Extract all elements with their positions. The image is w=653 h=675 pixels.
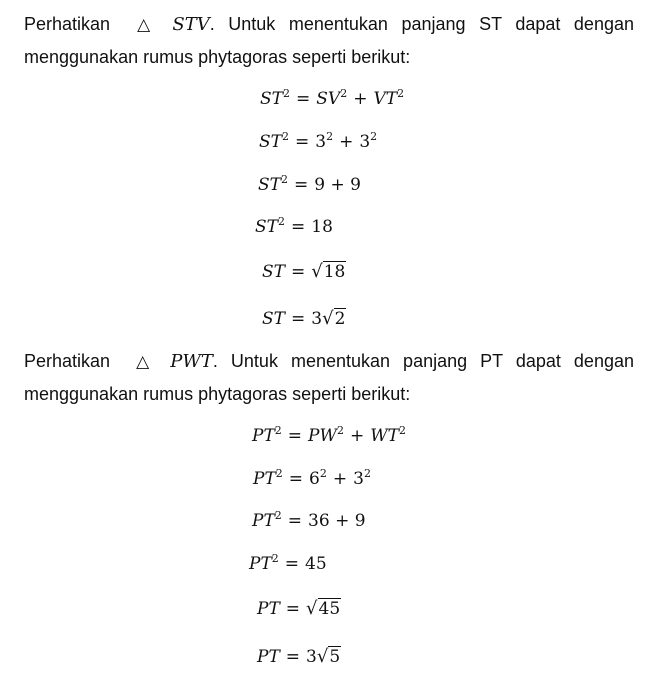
square-root: √45 (306, 598, 341, 619)
paragraph-stv: Perhatikan △ STV. Untuk menentukan panjang ST dapat dengan menggunakan rumus phytagoras seperti berikut: (24, 14, 634, 67)
square-root: √5 (316, 646, 341, 667)
triangle-icon: △ (137, 15, 159, 35)
equation-10: $PT^2 = 45$ (249, 552, 327, 574)
equation-6: ST = 3√2 (262, 308, 346, 329)
equation-5: ST = √18 (262, 261, 346, 282)
equation-3: $ST^2 = 9 + 9$ (258, 173, 361, 195)
equation-1: $ST^2 = SV^2 + VT^2$ (260, 87, 405, 109)
equation-7: $PT^2 = PW^2 + WT^2$ (252, 424, 407, 446)
square-root: √2 (322, 308, 346, 329)
equation-2: $ST^2 = 3^2 + 3^2$ (259, 130, 378, 152)
paragraph-pwt: Perhatikan △ PWT. Untuk menentukan panjang PT dapat dengan menggunakan rumus phytagoras seperti berikut: (24, 351, 634, 404)
equation-4: $ST^2 = 18$ (255, 215, 333, 237)
equation-9: $PT^2 = 36 + 9$ (252, 509, 366, 531)
square-root: √18 (311, 261, 346, 282)
equation-8: $PT^2 = 6^2 + 3^2$ (253, 467, 371, 489)
equation-11: PT = √45 (257, 598, 341, 619)
equation-12: PT = 3√5 (257, 646, 341, 667)
triangle-name: STV (172, 14, 210, 35)
triangle-name: PWT (170, 351, 213, 372)
triangle-icon: △ (136, 352, 158, 372)
